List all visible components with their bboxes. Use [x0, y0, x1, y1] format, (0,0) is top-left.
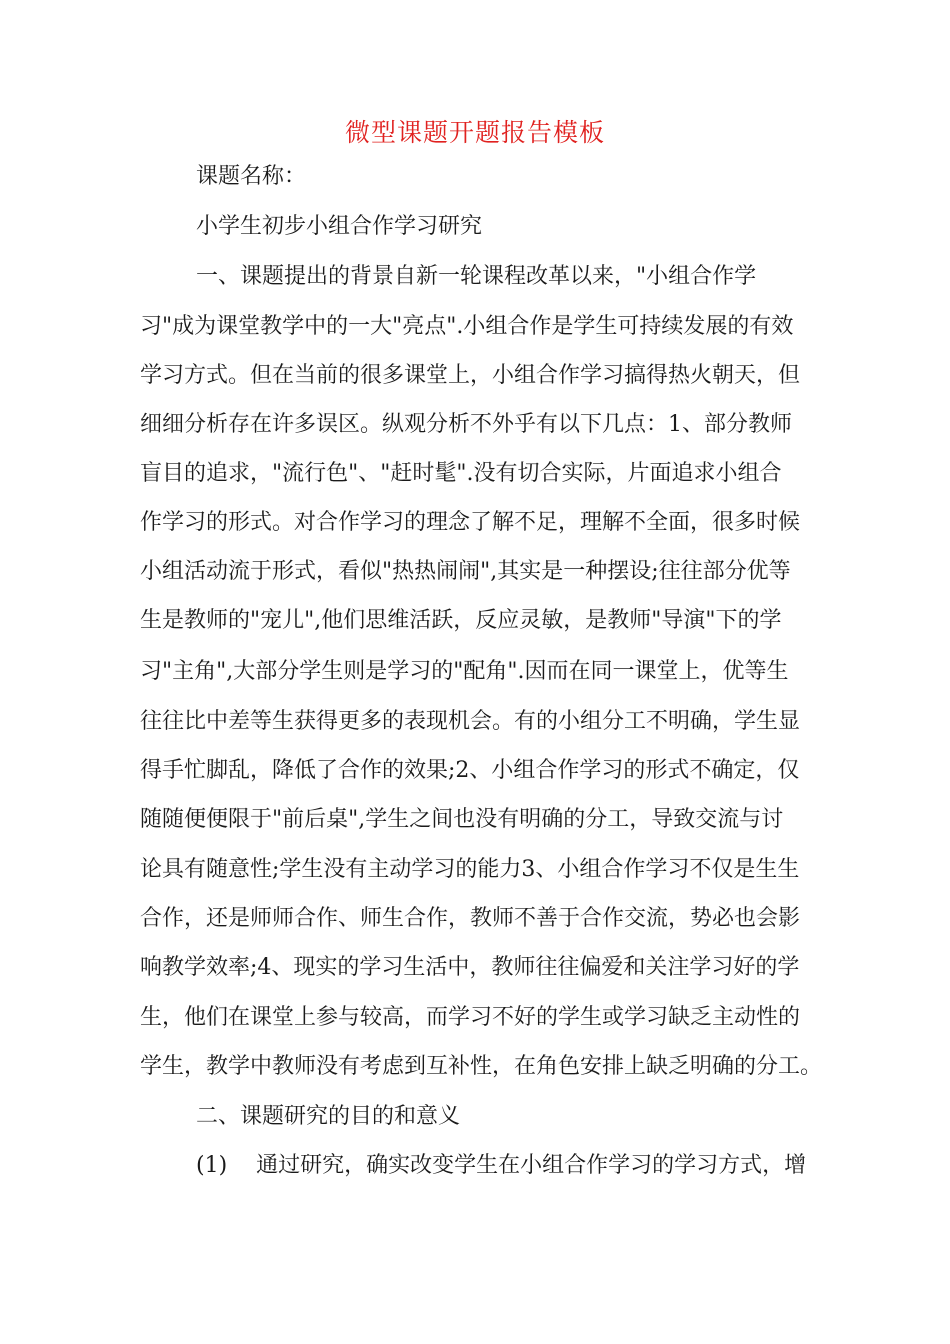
body-text-line: 小组活动流于形式，看似"热热闹闹",其实是一种摆设;往往部分优等 — [140, 559, 791, 584]
body-text-line: 生是教师的"宠儿",他们思维活跃，反应灵敏，是教师"导演"下的学 — [140, 608, 782, 633]
body-text-line: 习"主角",大部分学生则是学习的"配角".因而在同一课堂上，优等生 — [140, 659, 789, 684]
body-text-line: 学习方式。但在当前的很多课堂上，小组合作学习搞得热火朝天，但 — [140, 363, 801, 388]
subject-name-value: 小学生初步小组合作学习研究 — [196, 214, 483, 239]
section-1-heading-line: 一、课题提出的背景自新一轮课程改革以来，"小组合作学 — [196, 264, 757, 289]
body-text-line: 生，他们在课堂上参与较高，而学习不好的学生或学习缺乏主动性的 — [140, 1005, 801, 1030]
body-text-line: 论具有随意性;学生没有主动学习的能力3、小组合作学习不仅是生生 — [140, 857, 800, 882]
body-text-line: 细细分析存在许多误区。纵观分析不外乎有以下几点：1、部分教师 — [140, 412, 792, 437]
subject-name-label: 课题名称： — [196, 164, 307, 189]
section-2-heading: 二、课题研究的目的和意义 — [196, 1104, 461, 1129]
body-text-line: 习"成为课堂教学中的一大"亮点".小组合作是学生可持续发展的有效 — [140, 314, 794, 339]
body-text-line: 合作，还是师师合作、师生合作，教师不善于合作交流，势必也会影 — [140, 906, 801, 931]
body-text-line: 盲目的追求，"流行色"、"赶时髦".没有切合实际，片面追求小组合 — [140, 461, 782, 486]
body-text-line: 往往比中差等生获得更多的表现机会。有的小组分工不明确，学生显 — [140, 709, 801, 734]
body-text-line: 得手忙脚乱，降低了合作的效果;2、小组合作学习的形式不确定，仅 — [140, 758, 800, 783]
body-text-line: 学生，教学中教师没有考虑到互补性，在角色安排上缺乏明确的分工。 — [140, 1054, 823, 1079]
document-title: 微型课题开题报告模板 — [344, 118, 605, 147]
list-item-1-text: (1) 通过研究，确实改变学生在小组合作学习的学习方式，增 — [196, 1153, 807, 1178]
body-text-line: 随随便便限于"前后桌",学生之间也没有明确的分工，导致交流与讨 — [140, 807, 784, 832]
body-text-line: 响教学效率;4、现实的学习生活中，教师往往偏爱和关注学习好的学 — [140, 955, 800, 980]
body-text-line: 作学习的形式。对合作学习的理念了解不足，理解不全面，很多时候 — [140, 510, 801, 535]
